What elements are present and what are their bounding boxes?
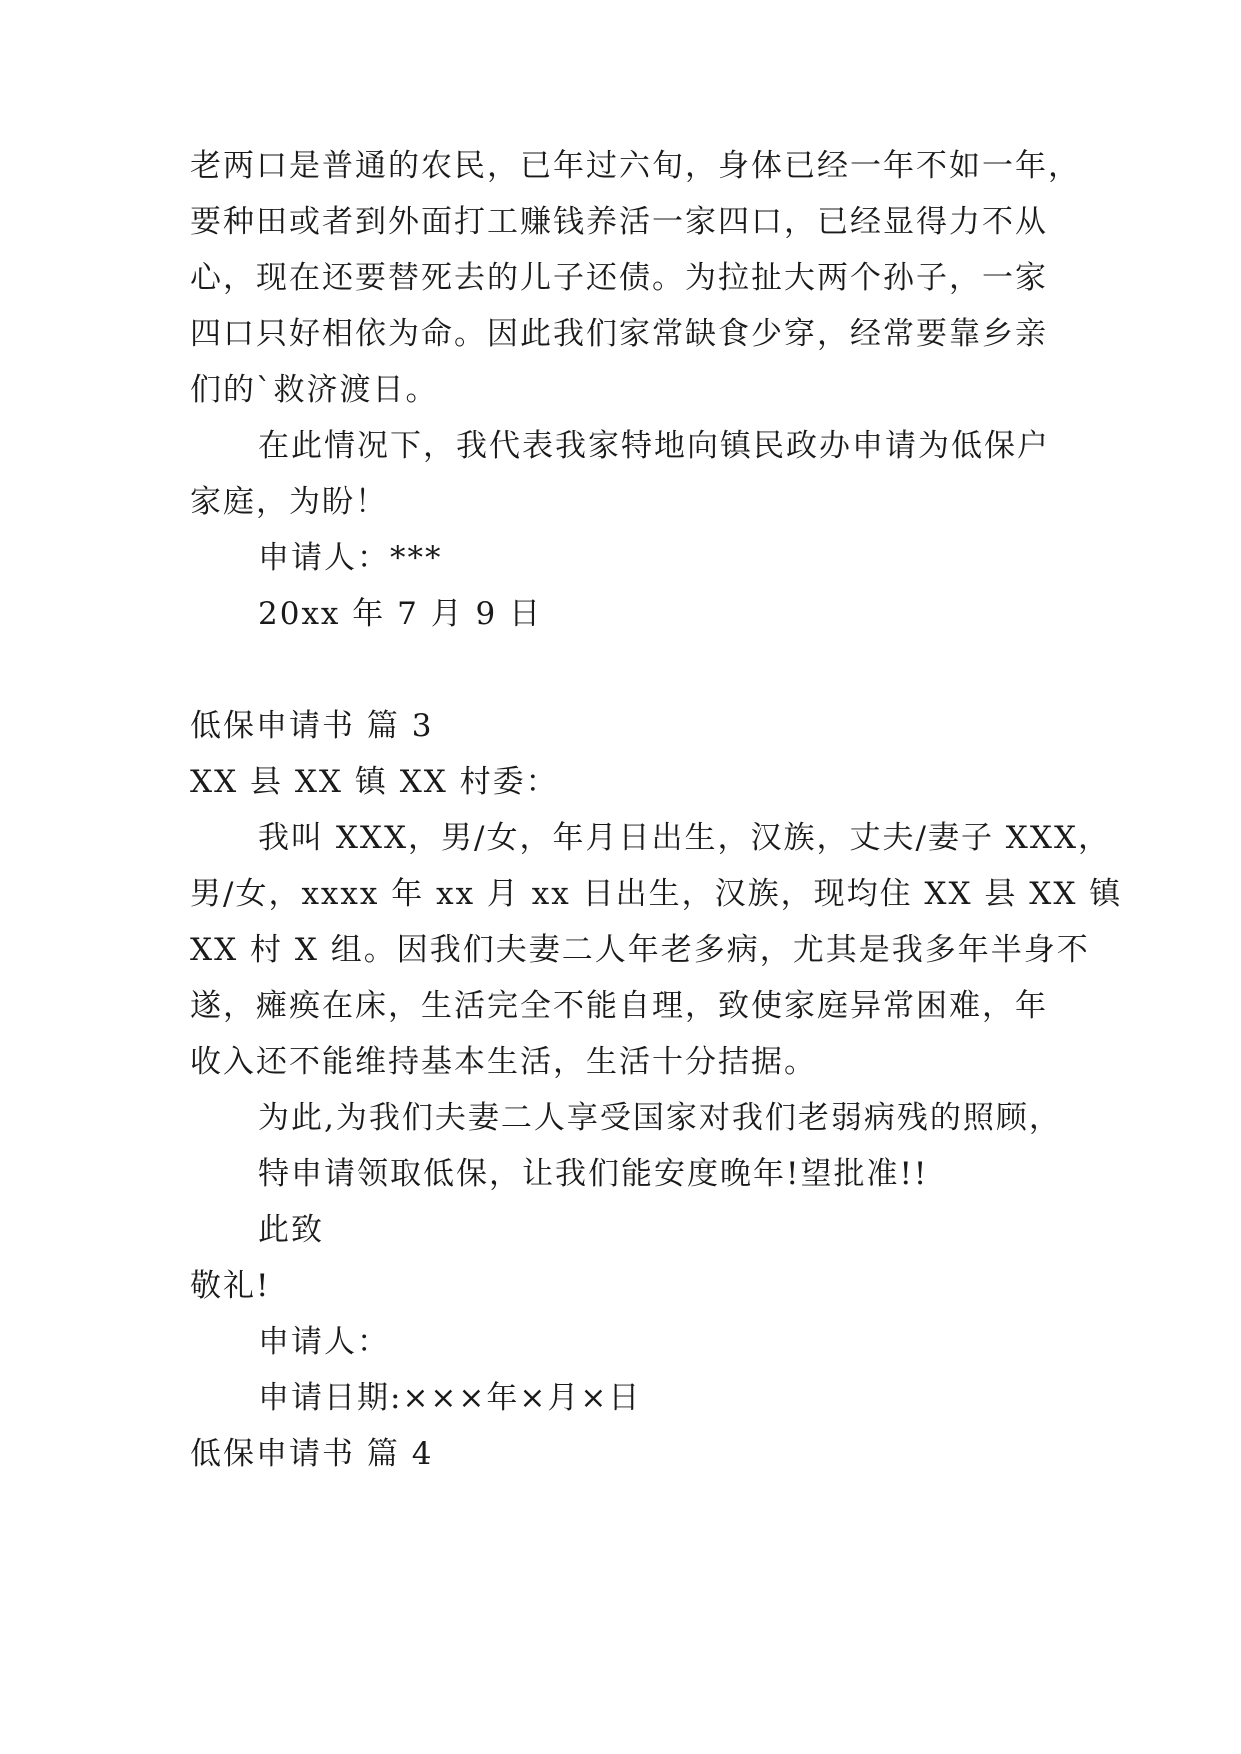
section-title: 低保申请书 篇 3 xyxy=(190,708,434,744)
paragraph-line: 我叫 XXX，男/女，年月日出生，汉族，丈夫/妻子 XXX， xyxy=(258,820,1112,856)
paragraph-line: 男/女，xxxx 年 xx 月 xx 日出生，汉族，现均住 XX 县 XX 镇 xyxy=(190,876,1123,912)
applicant-signature: 申请人：*** xyxy=(258,540,443,576)
applicant-signature: 申请人： xyxy=(258,1324,390,1360)
paragraph-line: 遂，瘫痪在床，生活完全不能自理，致使家庭异常困难，年 xyxy=(190,988,1048,1024)
paragraph-line: 老两口是普通的农民，已年过六旬，身体已经一年不如一年， xyxy=(190,148,1081,184)
salutation: XX 县 XX 镇 XX 村委： xyxy=(190,764,559,800)
section-title: 低保申请书 篇 4 xyxy=(190,1436,434,1472)
paragraph-line: 在此情况下，我代表我家特地向镇民政办申请为低保户 xyxy=(258,428,1050,464)
paragraph-line: 为此,为我们夫妻二人享受国家对我们老弱病残的照顾， xyxy=(258,1100,1062,1136)
closing-salute: 敬礼! xyxy=(190,1268,271,1304)
paragraph-line: 要种田或者到外面打工赚钱养活一家四口，已经显得力不从 xyxy=(190,204,1048,240)
paragraph-line: 收入还不能维持基本生活，生活十分拮据。 xyxy=(190,1044,817,1080)
paragraph-line: XX 村 X 组。因我们夫妻二人年老多病，尤其是我多年半身不 xyxy=(190,932,1090,968)
paragraph-line: 们的`救济渡日。 xyxy=(190,372,439,408)
paragraph-line: 四口只好相依为命。因此我们家常缺食少穿，经常要靠乡亲 xyxy=(190,316,1048,352)
application-date: 20xx 年 7 月 9 日 xyxy=(258,596,543,632)
application-date: 申请日期:×××年×月×日 xyxy=(258,1380,642,1416)
paragraph-line: 家庭，为盼！ xyxy=(190,484,388,520)
paragraph-line: 心，现在还要替死去的儿子还债。为拉扯大两个孙子，一家 xyxy=(190,260,1048,296)
closing-phrase: 此致 xyxy=(258,1212,324,1248)
paragraph-line: 特申请领取低保，让我们能安度晚年!望批准!! xyxy=(258,1156,929,1192)
